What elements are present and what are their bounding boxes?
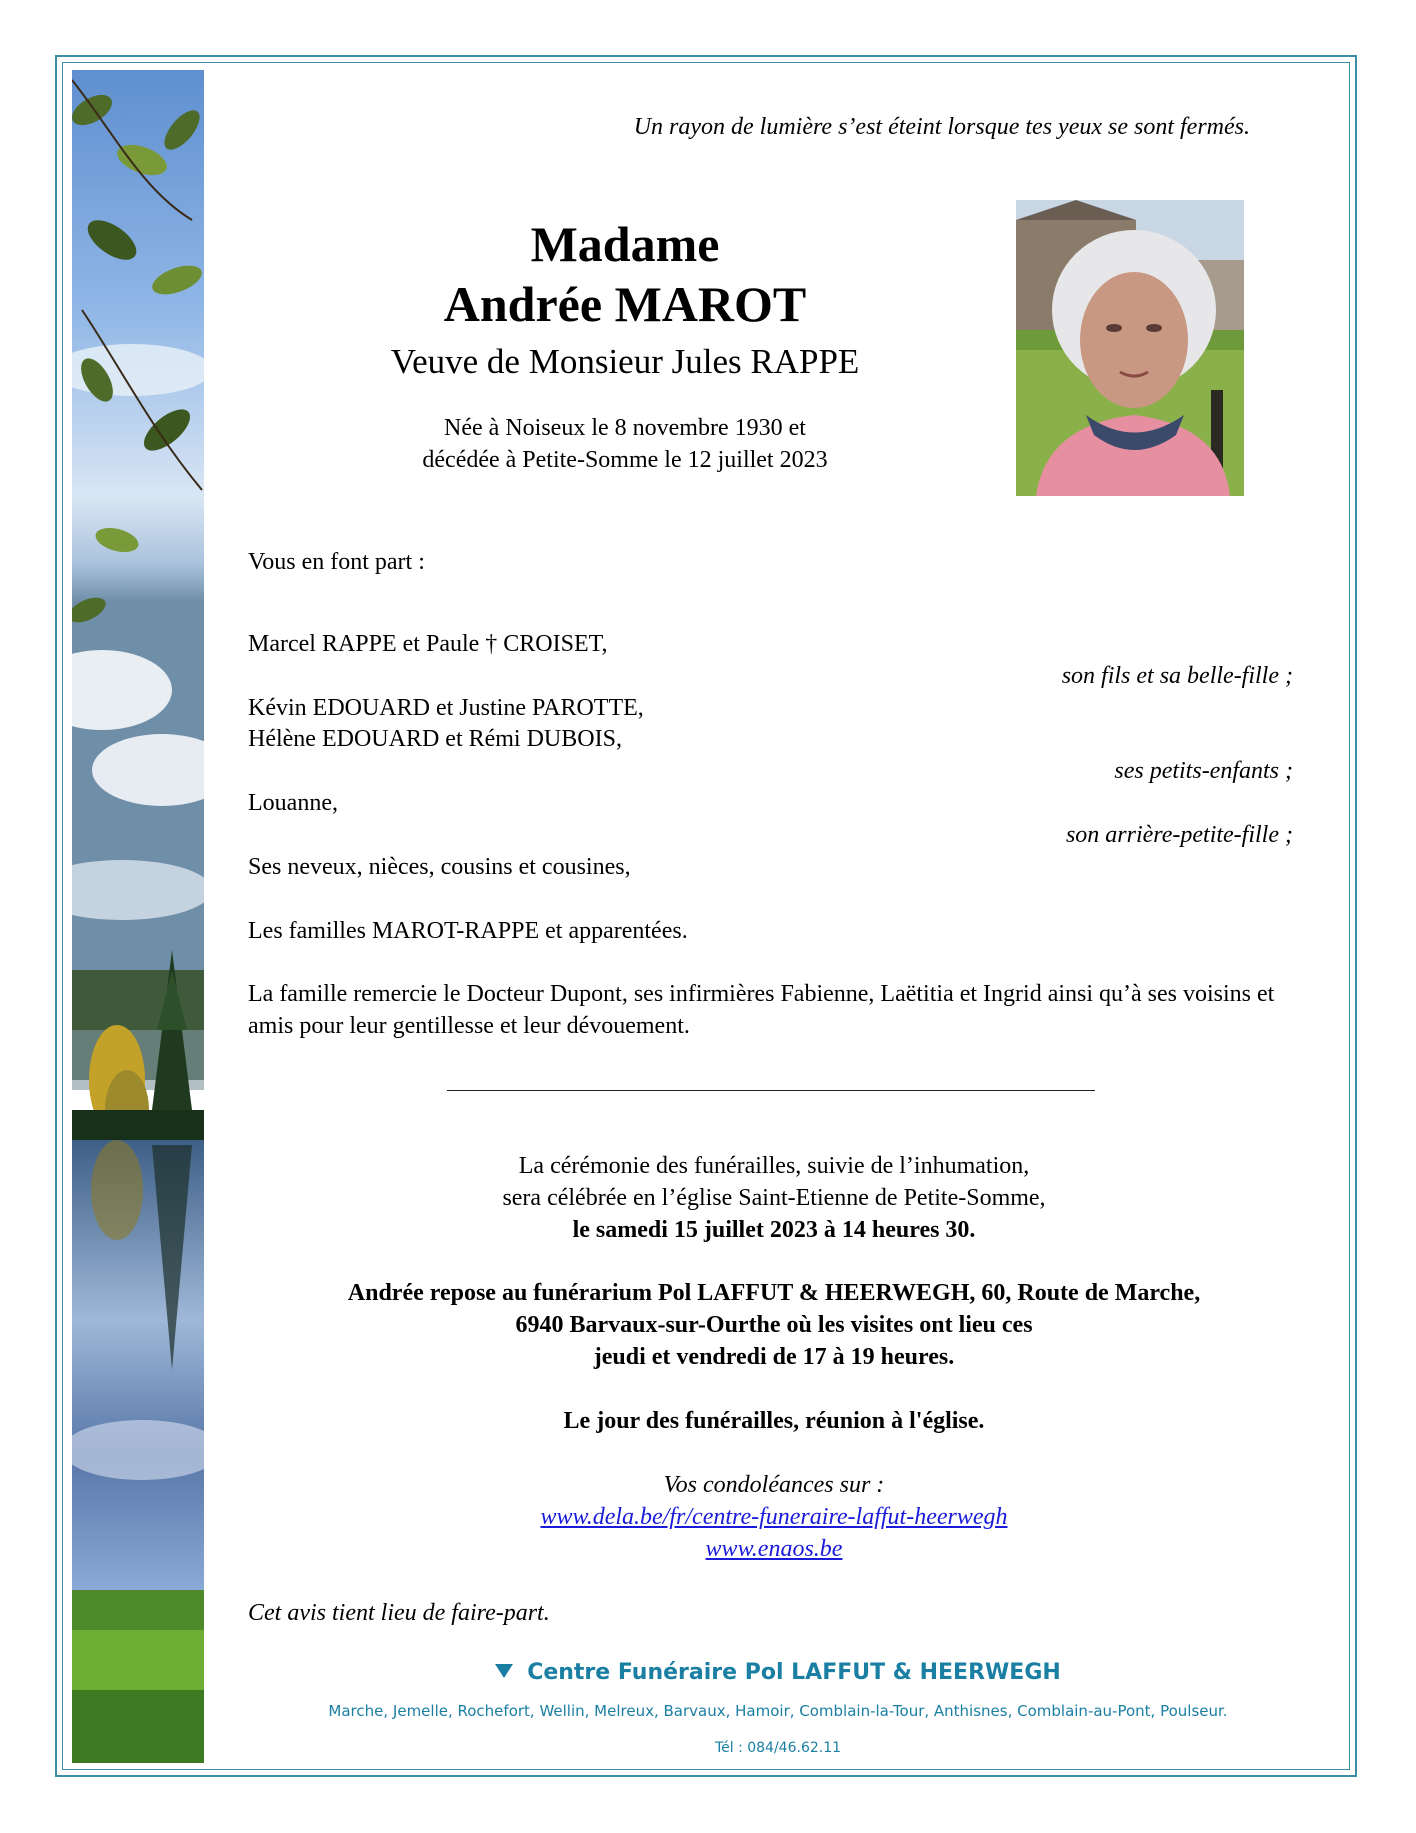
rest-line-2: 6940 Barvaux-sur-Ourthe où les visites ont lieu ces <box>515 1312 1033 1338</box>
separator-line <box>447 1090 1095 1091</box>
rest-line-3: jeudi et vendredi de 17 à 19 heures. <box>593 1344 955 1370</box>
family-grandchild-2: Hélène EDOUARD et Rémi DUBOIS, <box>248 726 622 752</box>
condolences-link-enaos[interactable]: www.enaos.be <box>705 1536 843 1562</box>
deceased-name: Andrée MAROT <box>443 276 807 332</box>
relation-grandchildren: ses petits-enfants ; <box>1114 758 1293 784</box>
family-great-grandchild: Louanne, <box>248 790 338 816</box>
ceremony-date: le samedi 15 juillet 2023 à 14 heures 30. <box>572 1217 976 1243</box>
death-line: décédée à Petite-Somme le 12 juillet 2023 <box>422 447 828 473</box>
meeting-note: Le jour des funérailles, réunion à l'église. <box>563 1408 985 1434</box>
announce-text: Vous en font part : <box>248 549 425 575</box>
family-grandchild-1: Kévin EDOUARD et Justine PAROTTE, <box>248 695 644 721</box>
side-landscape-image <box>72 70 204 1763</box>
thanks-paragraph: La famille remercie le Docteur Dupont, ses infirmières Fabienne, Laëtitia et Ingrid ainsi qu’à ses voisins et amis pour leur gentillesse et leur dévouement. <box>248 981 1275 1039</box>
family-son: Marcel RAPPE et Paule † CROISET, <box>248 631 608 657</box>
ceremony-line-2: sera célébrée en l’église Saint-Etienne de Petite-Somme, <box>502 1185 1046 1211</box>
footer-title <box>248 1660 1308 1685</box>
rest-line-1: Andrée repose au funérarium Pol LAFFUT & HEERWEGH, 60, Route de Marche, <box>347 1280 1201 1306</box>
footer-places: Marche, Jemelle, Rochefort, Wellin, Melreux, Barvaux, Hamoir, Comblain-la-Tour, Anthisnes, Comblain-au-Pont, Poulseur. <box>328 1702 1228 1720</box>
triangle-down-icon <box>495 1664 513 1678</box>
condolences-link-dela[interactable]: www.dela.be/fr/centre-funeraire-laffut-heerwegh <box>540 1504 1008 1530</box>
notice-text: Cet avis tient lieu de faire-part. <box>248 1600 550 1626</box>
condolences-label: Vos condoléances sur : <box>663 1472 885 1498</box>
epigraph: Un rayon de lumière s’est éteint lorsque tes yeux se sont fermés. <box>633 114 1250 140</box>
birth-line: Née à Noiseux le 8 novembre 1930 et <box>444 415 806 441</box>
widow-line: Veuve de Monsieur Jules RAPPE <box>390 342 860 381</box>
portrait-photo <box>1016 200 1244 496</box>
life-dates <box>250 412 1000 476</box>
ceremony-line-1: La cérémonie des funérailles, suivie de l’inhumation, <box>518 1153 1030 1179</box>
family-nephews: Ses neveux, nièces, cousins et cousines, <box>248 854 631 880</box>
relation-son: son fils et sa belle-fille ; <box>1061 663 1293 689</box>
title-madame: Madame <box>530 216 720 272</box>
footer-phone: Tél : 084/46.62.11 <box>714 1740 842 1756</box>
footer-title-text: Centre Funéraire Pol LAFFUT & HEERWEGH <box>527 1660 1061 1685</box>
family-families: Les familles MAROT-RAPPE et apparentées. <box>248 918 688 944</box>
relation-great-grandchild: son arrière-petite-fille ; <box>1065 822 1293 848</box>
